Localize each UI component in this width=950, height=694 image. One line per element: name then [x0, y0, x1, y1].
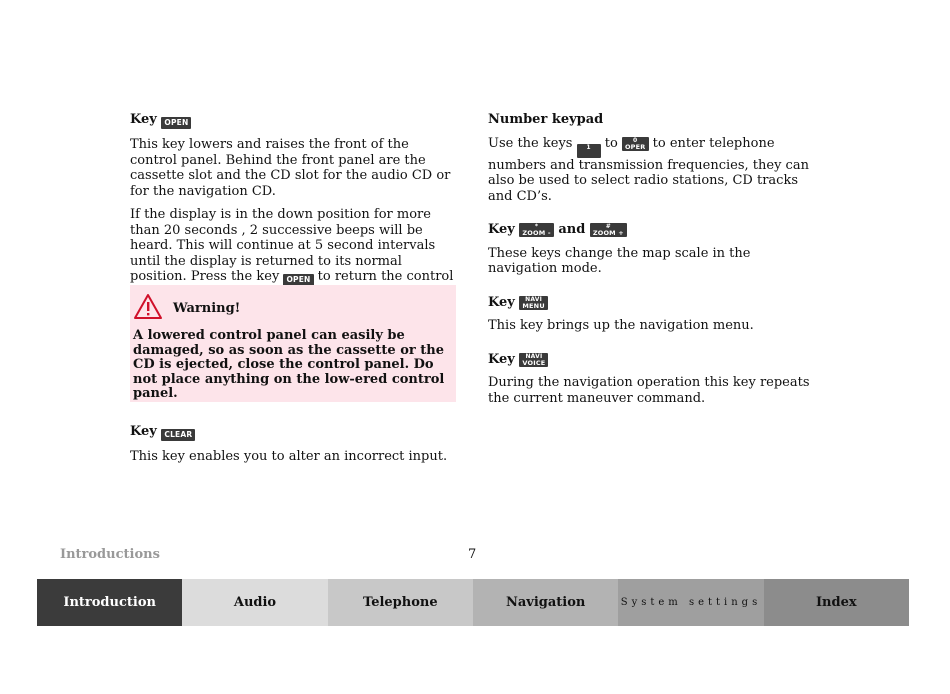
chapter-tab-bar	[37, 579, 909, 626]
open-key-icon: OPEN	[161, 117, 191, 129]
keypad-text-3: to enter telephone numbers and transmission frequencies, they can also be used to select radio stations, CD tracks and CD’s.	[488, 135, 809, 204]
clear-key-description: This key enables you to alter an incorrect input.	[130, 449, 448, 464]
zoom-heading-key-text: Key	[488, 222, 515, 237]
navi-voice-heading	[488, 352, 818, 368]
key-clear-heading-text: Key	[130, 424, 157, 439]
tab-navigation[interactable]: Navigation	[473, 579, 618, 626]
warning-title: Warning!	[173, 301, 241, 317]
key-open-heading-text: Key	[130, 112, 157, 127]
keypad-text-1: Use the keys	[488, 135, 573, 151]
keypad-text-2: to	[604, 135, 618, 151]
navi-voice-key-icon	[519, 353, 548, 367]
zoom-and-text: and	[558, 222, 586, 237]
navi-voice-heading-text: Key	[488, 351, 515, 367]
display-text-2: to return the control	[317, 269, 454, 284]
key-1-label: 1	[586, 143, 591, 151]
zoom-description: These keys change the map scale in the navigation mode.	[488, 245, 751, 276]
tab-index[interactable]: Index	[764, 579, 909, 626]
open-key-description: This key lowers and raises the front of the control panel. Behind the front panel are the cassette slot and the CD slot for the audio CD or for the navigation CD.	[130, 137, 451, 199]
warning-text: A lowered control panel can easily be damaged, so as soon as the cassette or the CD is ejected, close the control panel. Do not place anything on the low-ered control panel.	[133, 328, 445, 401]
navi-menu-heading-text: Key	[488, 294, 515, 310]
open-key-icon-inline: OPEN	[283, 274, 313, 286]
key-0-label: OPER	[624, 142, 646, 151]
clear-section	[130, 424, 456, 465]
zoom-plus-sup: #	[605, 223, 611, 230]
navi-menu-key-icon	[519, 296, 547, 310]
tab-introduction[interactable]: Introduction	[37, 579, 182, 626]
navi-voice-label: VOICE	[522, 358, 546, 367]
tab-audio[interactable]: Audio	[182, 579, 327, 626]
tab-telephone[interactable]: Telephone	[328, 579, 473, 626]
warning-box	[130, 285, 456, 402]
keypad-description	[488, 136, 818, 205]
warning-triangle-icon	[133, 293, 163, 325]
key-clear-heading	[130, 424, 456, 441]
key-1-icon	[577, 144, 601, 158]
zoom-plus-label: ZOOM +	[592, 229, 624, 237]
zoom-keys-heading	[488, 222, 818, 238]
navi-menu-description: This key brings up the navigation menu.	[488, 318, 754, 333]
navi-voice-description: During the navigation operation this key repeats the current maneuver command.	[488, 375, 810, 406]
zoom-minus-key-icon	[519, 223, 553, 237]
key-open-heading	[130, 112, 456, 129]
footer-section-title: Introductions	[60, 547, 160, 562]
navi-menu-sup: NAVI	[525, 295, 543, 303]
zoom-minus-sup: *	[534, 223, 539, 230]
clear-key-icon: CLEAR	[161, 429, 195, 441]
display-text-1: If the display is in the down position for more than 20 seconds , 2 successive beeps will be heard. This will continue at 5 second intervals until the display is returned to its normal position. Press the key	[130, 207, 436, 284]
zoom-plus-key-icon	[590, 223, 627, 237]
key-0-oper-icon	[622, 137, 649, 151]
zoom-minus-label: ZOOM -	[522, 229, 551, 237]
warning-header	[133, 295, 452, 323]
left-column	[130, 112, 456, 302]
navi-voice-sup: NAVI	[525, 352, 543, 360]
tab-system-settings[interactable]: System settings	[618, 579, 763, 626]
key-0-sup: 0	[633, 136, 638, 144]
number-keypad-heading: Number keypad	[488, 112, 604, 127]
page-number: 7	[468, 547, 477, 562]
navi-menu-label: MENU	[522, 301, 545, 310]
navi-menu-heading	[488, 295, 818, 311]
right-column	[488, 112, 818, 406]
